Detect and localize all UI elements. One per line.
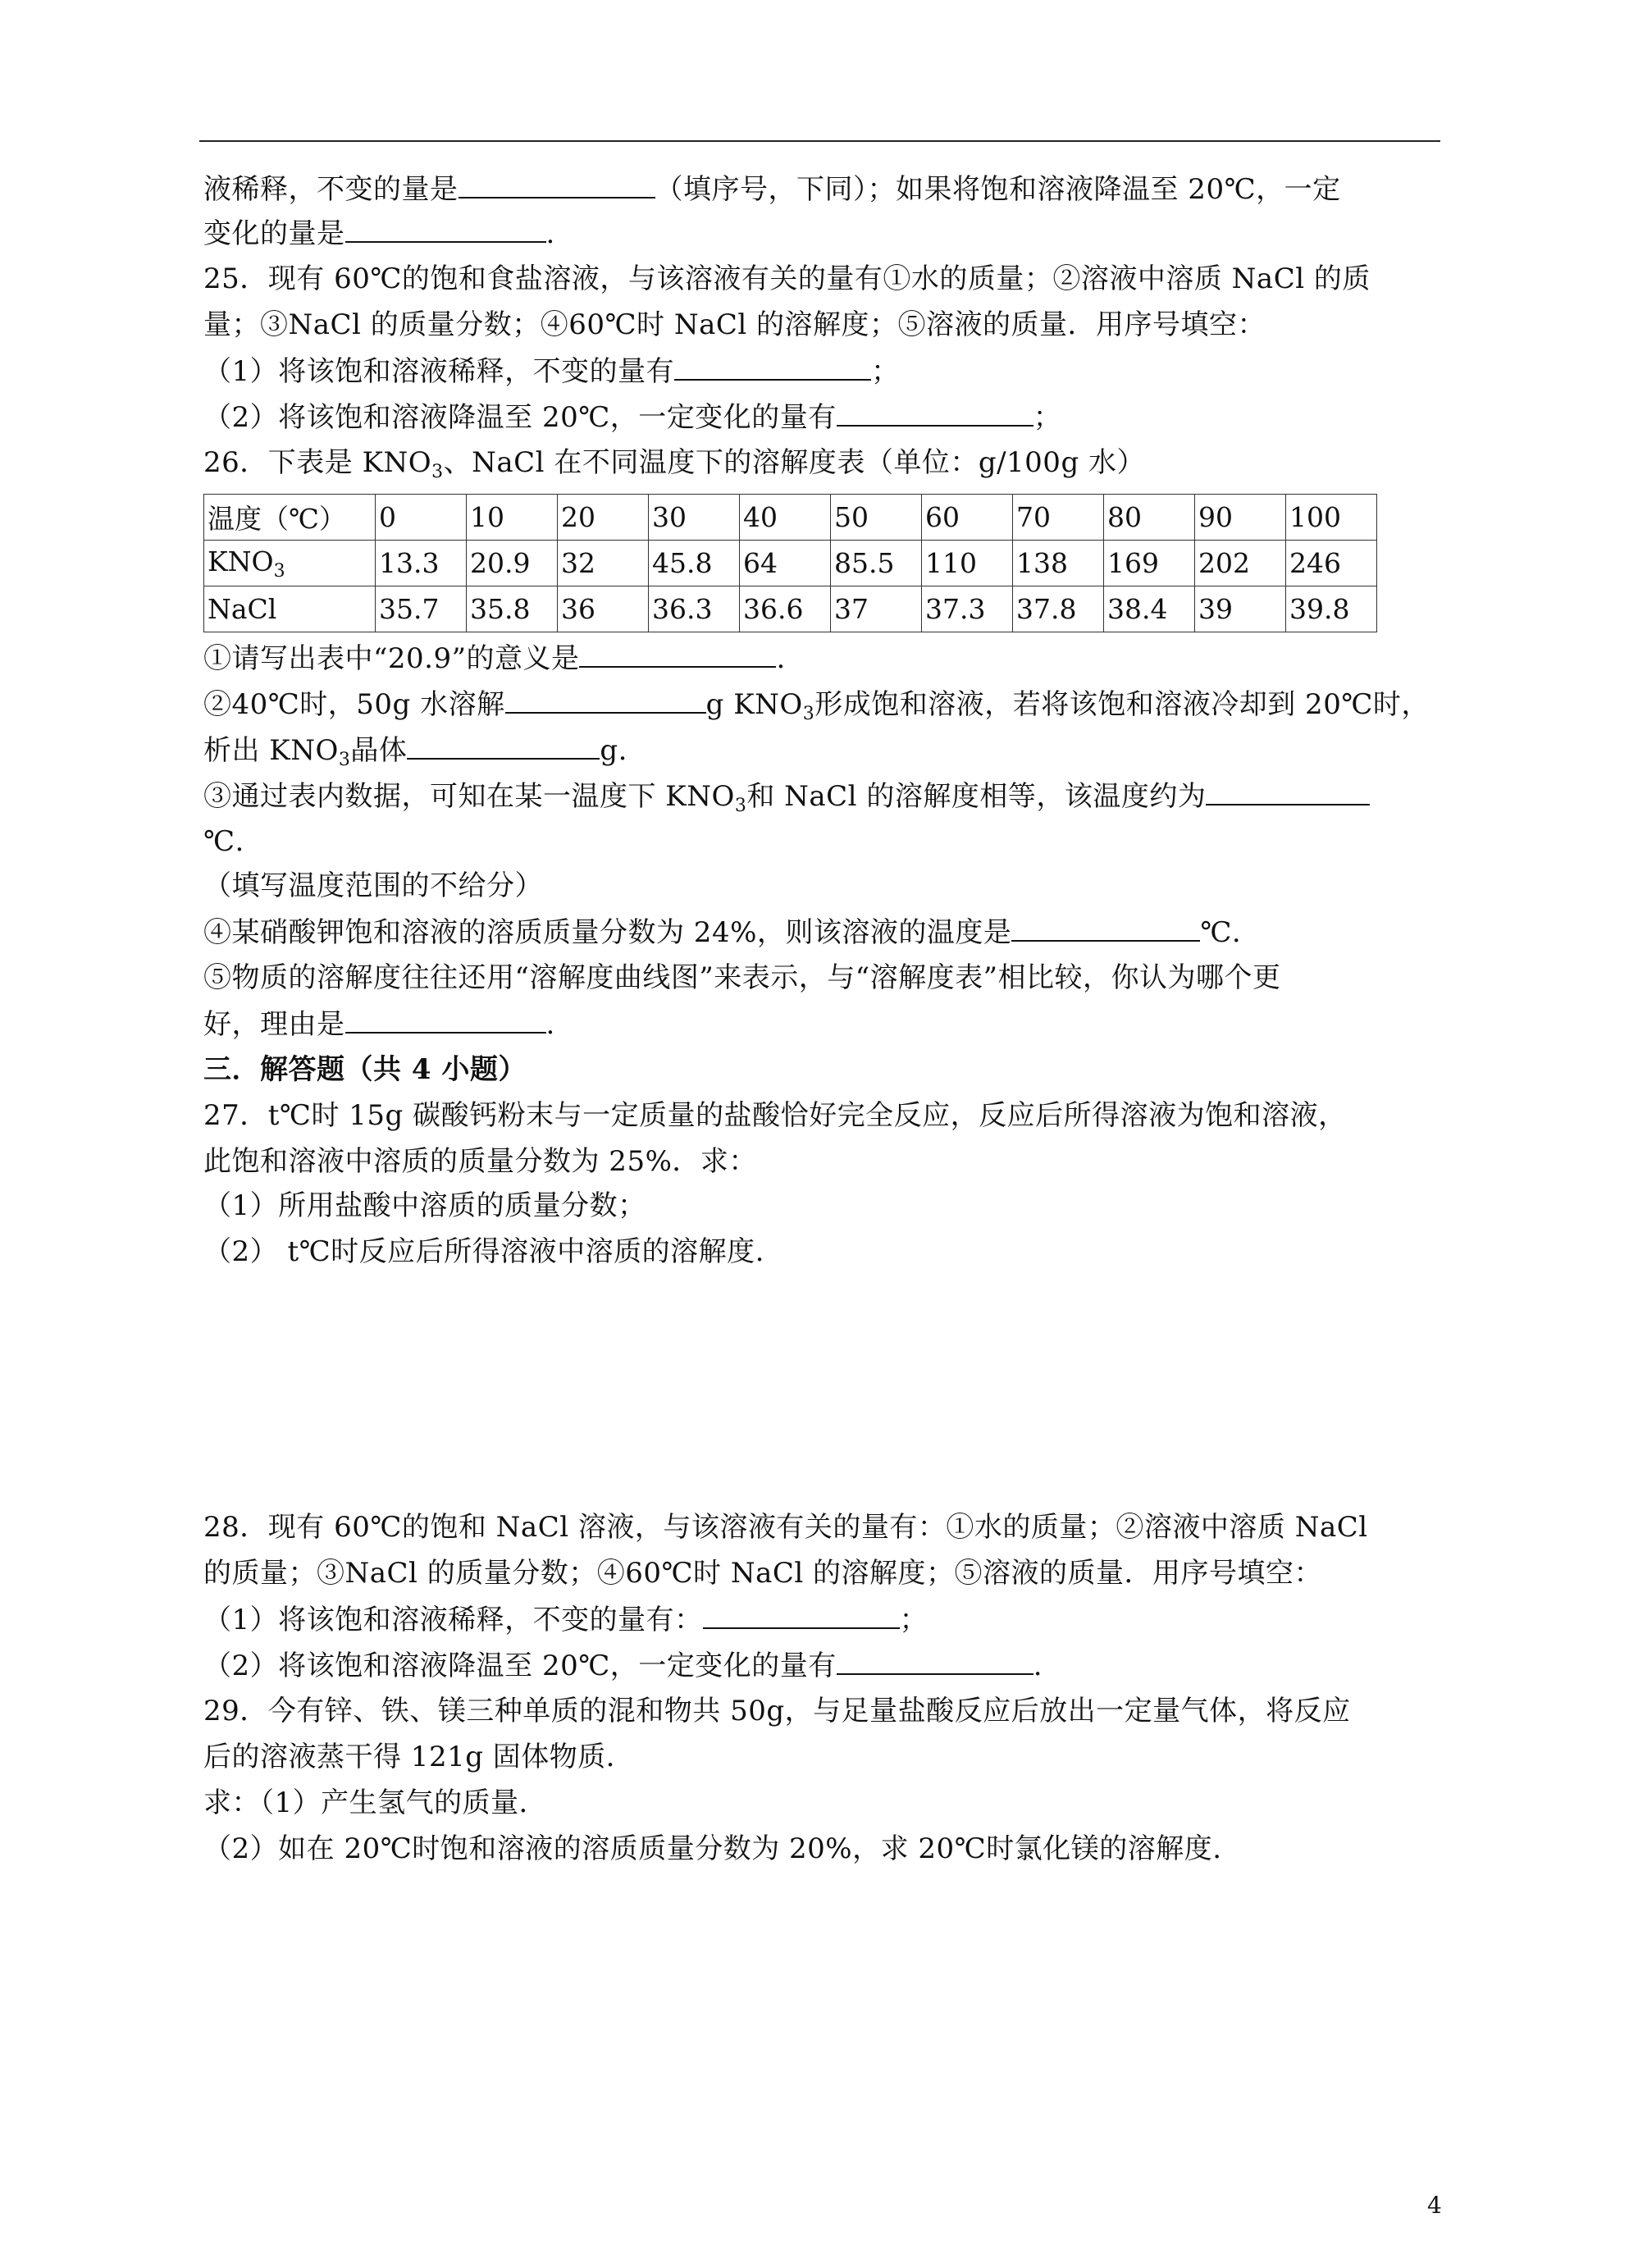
question-26-item4 <box>203 915 1241 949</box>
text: 析出 KNO <box>203 734 339 767</box>
table-row <box>204 541 1377 586</box>
table-cell: 35.8 <box>467 586 558 632</box>
table-cell: 13.3 <box>376 541 467 586</box>
answer-blank[interactable] <box>407 733 600 760</box>
table-cell: 20.9 <box>467 541 558 586</box>
text-line: ℃. <box>203 825 244 858</box>
answer-blank[interactable] <box>345 1007 546 1034</box>
question-27-part1: （1）所用盐酸中溶质的质量分数； <box>203 1189 646 1222</box>
text: ； <box>899 1604 929 1636</box>
text: 液稀释，不变的量是 <box>203 173 459 206</box>
table-cell: 60 <box>922 495 1013 541</box>
question-26-item3 <box>203 779 1370 823</box>
text: （填序号，下同）；如果将饱和溶液降温至 20℃，一定 <box>655 173 1341 206</box>
text: 、NaCl 在不同温度下的溶解度表（单位：g/100g 水） <box>443 446 1146 479</box>
subscript: 3 <box>734 796 747 816</box>
table-cell: 110 <box>922 541 1013 586</box>
question-28-part1 <box>203 1603 928 1636</box>
header-rule <box>199 140 1440 142</box>
table-cell: 37.8 <box>1013 586 1104 632</box>
text: 晶体 <box>350 734 408 767</box>
table-row <box>204 586 1377 632</box>
subscript: 3 <box>273 560 285 582</box>
text: g. <box>600 734 627 767</box>
text: （1）将该饱和溶液稀释，不变的量有： <box>203 1604 703 1636</box>
text: （1）将该饱和溶液稀释，不变的量有 <box>203 355 675 388</box>
table-cell <box>204 541 376 586</box>
table-row <box>204 495 1377 541</box>
question-26-item5: ⑤物质的溶解度往往还用“溶解度曲线图”来表示，与“溶解度表”相比较，你认为哪个更 <box>203 961 1281 994</box>
text-line <box>203 172 1341 206</box>
text: g KNO <box>705 688 803 721</box>
text: 26．下表是 KNO <box>203 446 432 479</box>
subscript: 3 <box>338 750 351 770</box>
text: 形成饱和溶液，若将该饱和溶液冷却到 20℃时， <box>814 688 1430 721</box>
text: . <box>776 642 786 675</box>
table-cell: 0 <box>376 495 467 541</box>
question-26-item1 <box>203 641 786 675</box>
question-26-title <box>203 446 1145 489</box>
table-cell: 50 <box>831 495 922 541</box>
text-line: （填写温度范围的不给分） <box>203 869 543 902</box>
answer-blank[interactable] <box>837 1649 1033 1675</box>
answer-blank[interactable] <box>703 1603 900 1629</box>
answer-blank[interactable] <box>837 400 1033 427</box>
question-25-part1 <box>203 354 900 388</box>
table-cell: 37.3 <box>922 586 1013 632</box>
text: ； <box>871 355 900 388</box>
answer-blank[interactable] <box>1011 915 1200 942</box>
question-29-part2: （2）如在 20℃时饱和溶液的溶质质量分数为 20%，求 20℃时氯化镁的溶解度. <box>203 1832 1222 1865</box>
text: 变化的量是 <box>203 217 345 250</box>
table-cell: 45.8 <box>649 541 740 586</box>
answer-blank[interactable] <box>505 687 706 714</box>
table-cell: 30 <box>649 495 740 541</box>
page-number: 4 <box>1427 2192 1442 2219</box>
table-cell: 80 <box>1104 495 1195 541</box>
question-25-line1: 25．现有 60℃的饱和食盐溶液，与该溶液有关的量有①水的质量；②溶液中溶质 NaCl 的质 <box>203 262 1371 295</box>
table-cell: 10 <box>467 495 558 541</box>
question-26-item2-cont <box>203 733 627 777</box>
table-cell: 90 <box>1195 495 1286 541</box>
table-cell: 温度（℃） <box>204 495 376 541</box>
table-cell: 35.7 <box>376 586 467 632</box>
text: 和 NaCl 的溶解度相等，该温度约为 <box>746 780 1207 813</box>
answer-blank[interactable] <box>459 172 655 199</box>
table-cell: 39.8 <box>1286 586 1377 632</box>
text: KNO <box>208 545 274 577</box>
table-cell: 85.5 <box>831 541 922 586</box>
table-cell: 32 <box>558 541 649 586</box>
text: （2）将该饱和溶液降温至 20℃，一定变化的量有 <box>203 401 837 434</box>
text: （2）将该饱和溶液降温至 20℃，一定变化的量有 <box>203 1650 837 1682</box>
table-cell: NaCl <box>204 586 376 632</box>
answer-blank[interactable] <box>579 641 776 668</box>
text: ℃. <box>1200 916 1242 949</box>
subscript: 3 <box>802 704 815 724</box>
table-cell: 36.6 <box>740 586 831 632</box>
question-26-item5-cont <box>203 1007 555 1041</box>
question-28-part2 <box>203 1649 1043 1682</box>
table-cell: 36 <box>558 586 649 632</box>
text: ②40℃时，50g 水溶解 <box>203 688 505 721</box>
solubility-table <box>203 494 1377 632</box>
question-28-line1: 28．现有 60℃的饱和 NaCl 溶液，与该溶液有关的量有：①水的质量；②溶液中溶质 NaCl <box>203 1511 1368 1544</box>
table-cell: 202 <box>1195 541 1286 586</box>
table-cell: 39 <box>1195 586 1286 632</box>
question-29-line2: 后的溶液蒸干得 121g 固体物质． <box>203 1741 635 1773</box>
text: ； <box>1033 401 1062 434</box>
question-26-item2 <box>203 687 1430 731</box>
table-cell: 169 <box>1104 541 1195 586</box>
table-cell: 38.4 <box>1104 586 1195 632</box>
text: ③通过表内数据，可知在某一温度下 KNO <box>203 780 735 813</box>
question-27-line2: 此饱和溶液中溶质的质量分数为 25%．求： <box>203 1145 757 1178</box>
table-cell: 20 <box>558 495 649 541</box>
text: . <box>545 217 555 250</box>
text-line <box>203 217 555 250</box>
table-cell: 138 <box>1013 541 1104 586</box>
question-27-part2: （2） t℃时反应后所得溶液中溶质的溶解度. <box>203 1235 764 1268</box>
text: ④某硝酸钾饱和溶液的溶质质量分数为 24%，则该溶液的温度是 <box>203 916 1012 949</box>
question-27-line1: 27．t℃时 15g 碳酸钙粉末与一定质量的盐酸恰好完全反应，反应后所得溶液为饱和溶液， <box>203 1099 1347 1132</box>
question-25-line2: 量；③NaCl 的质量分数；④60℃时 NaCl 的溶解度；⑤溶液的质量．用序号填空： <box>203 308 1266 341</box>
question-29-part1: 求：（1）产生氢气的质量． <box>203 1787 548 1819</box>
question-28-line2: 的质量；③NaCl 的质量分数；④60℃时 NaCl 的溶解度；⑤溶液的质量．用序号填空： <box>203 1557 1323 1590</box>
table-cell: 36.3 <box>649 586 740 632</box>
table-cell: 100 <box>1286 495 1377 541</box>
text: ①请写出表中“20.9”的意义是 <box>203 642 580 675</box>
subscript: 3 <box>431 462 444 482</box>
section-heading: 三．解答题（共 4 小题） <box>203 1053 527 1086</box>
answer-blank[interactable] <box>674 354 871 381</box>
text: . <box>1033 1650 1043 1682</box>
answer-blank[interactable] <box>345 217 546 243</box>
table-cell: 40 <box>740 495 831 541</box>
text: . <box>545 1008 555 1041</box>
table-cell: 64 <box>740 541 831 586</box>
table-cell: 37 <box>831 586 922 632</box>
question-25-part2 <box>203 400 1061 434</box>
question-29-line1: 29．今有锌、铁、镁三种单质的混和物共 50g，与足量盐酸反应后放出一定量气体，将反应 <box>203 1695 1351 1727</box>
table-cell: 246 <box>1286 541 1377 586</box>
answer-blank[interactable] <box>1206 779 1370 805</box>
table-cell: 70 <box>1013 495 1104 541</box>
text: 好，理由是 <box>203 1008 345 1041</box>
